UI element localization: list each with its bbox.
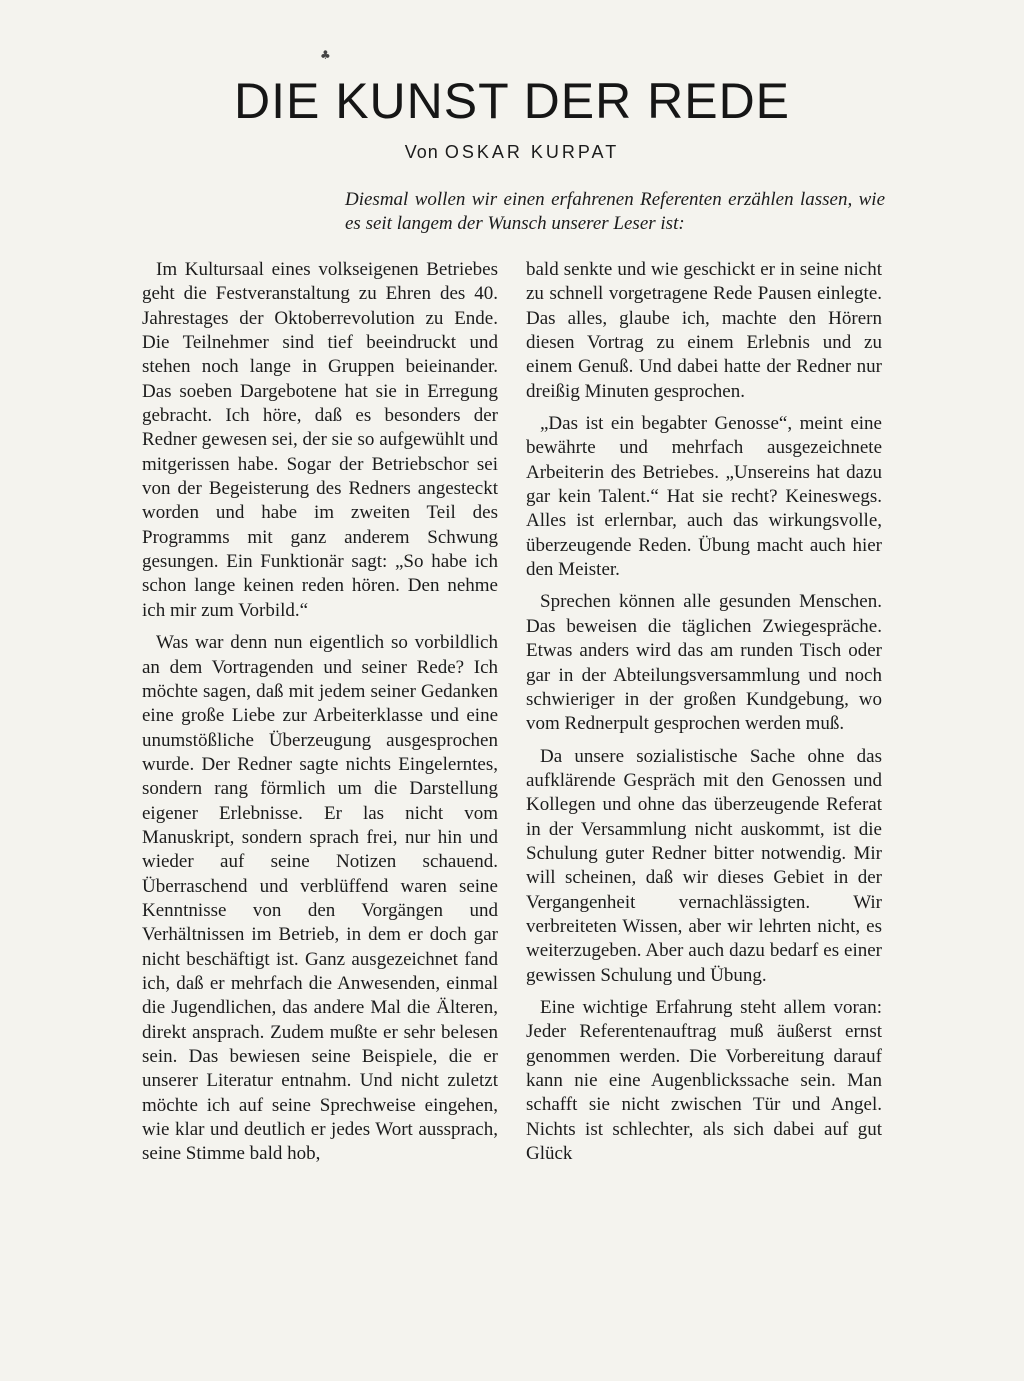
article-title: DIE KUNST DER REDE: [233, 73, 791, 129]
right-column: [526, 258, 882, 1174]
paragraph: bald senkte und wie geschickt er in seine nicht zu schnell vorgetragene Rede Pausen einlegte. Das alles, glaube ich, machte den Hörern diesen Vortrag zu einem Erlebnis und zu einem Genuß. Und dabei hatte der Redner nur dreißig Minuten gesprochen.: [526, 259, 882, 402]
editorial-intro: Diesmal wollen wir einen erfahrenen Referenten erzählen lassen, wie es seit langem der Wunsch unserer Leser ist:: [345, 189, 885, 234]
left-column: [142, 258, 498, 1175]
print-mark: ♣: [320, 48, 331, 62]
paragraph: Da unsere sozialistische Sache ohne das aufklärende Gespräch mit den Genossen und Kollegen und ohne das überzeugende Referat in der Versammlung nicht auskommt, ist die Schulung guter Redner bitter notwendig. Mir will scheinen, daß wir dieses Gebiet in der Vergangenheit vernachlässigten. Wir verbreiteten Wissen, aber wir lehrten nicht, es weiterzugeben. Aber auch dazu bedarf es einer gewissen Schulung und Übung.: [526, 745, 882, 986]
byline-prefix: Von: [404, 142, 439, 162]
paragraph: Sprechen können alle gesunden Menschen. Das beweisen die täglichen Zwiegespräche. Etwas anders wird das am runden Tisch oder gar in der Abteilungsversammlung und noch schwieriger in der großen Kundgebung, wo vom Rednerpult gesprochen werden muß.: [526, 591, 882, 735]
author-name: OSKAR KURPAT: [444, 142, 620, 162]
paragraph: Im Kultursaal eines volkseigenen Betriebes geht die Festveranstaltung zu Ehren des 40. Jahrestages der Oktoberrevolution zu Ende. Die Teilnehmer sind tief beeindruckt und stehen noch lange in Gruppen beieinander. Das soeben Dargebotene hat sie in Erregung gebracht. Ich höre, daß es besonders der Redner gewesen sei, der sie so aufgewühlt und mitgerissen habe. Sogar der Betriebschor sei von der Begeisterung des Redners angesteckt worden und habe im zweiten Teil des Programms mit ganz anderem Schwung gesungen. Ein Funktionär sagt: „So habe ich schon lange keinen reden hören. Den nehme ich mir zum Vorbild.“: [142, 259, 498, 621]
byline: [0, 142, 1024, 163]
paragraph: „Das ist ein begabter Genosse“, meint eine bewährte und mehrfach ausgezeichnete Arbeiterin des Betriebes. „Unsereins hat dazu gar kein Talent.“ Hat sie recht? Keineswegs. Alles ist erlernbar, auch das wirkungsvolle, überzeugende Reden. Übung macht auch hier den Meister.: [526, 413, 882, 581]
paragraph: Was war denn nun eigentlich so vorbildlich an dem Vortragenden und seiner Rede? Ich möchte sagen, daß mit jedem seiner Gedanken eine große Liebe zur Arbeiterklasse und eine unumstößliche Überzeugung ausgesprochen wurde. Der Redner sagte nichts Eingelerntes, sondern rang förmlich um die Darstellung eigener Erlebnisse. Er las nicht vom Manuskript, sondern sprach frei, nur hin und wieder auf seine Notizen schauend. Überraschend und verblüffend waren seine Kenntnisse von den Vorgängen und Verhältnissen im Betrieb, in dem er doch gar nicht beschäftigt ist. Ganz ausgezeichnet fand ich, daß er mehrfach die Anwesenden, einmal die Jugendlichen, das andere Mal die Älteren, direkt ansprach. Zudem mußte er sehr belesen sein. Das bewiesen seine Beispiele, die er unserer Literatur entnahm. Und nicht zuletzt möchte ich auf seine Sprechweise eingehen, wie klar und deutlich er jedes Wort aussprach, seine Stimme bald hob,: [142, 632, 498, 1165]
paragraph: Eine wichtige Erfahrung steht allem voran: Jeder Referentenauftrag muß äußerst ernst genommen werden. Die Vorbereitung darauf kann nie eine Augenblickssache sein. Man schafft sie nicht zwischen Tür und Angel. Nichts ist schlechter, als sich dabei auf gut Glück: [526, 996, 882, 1165]
